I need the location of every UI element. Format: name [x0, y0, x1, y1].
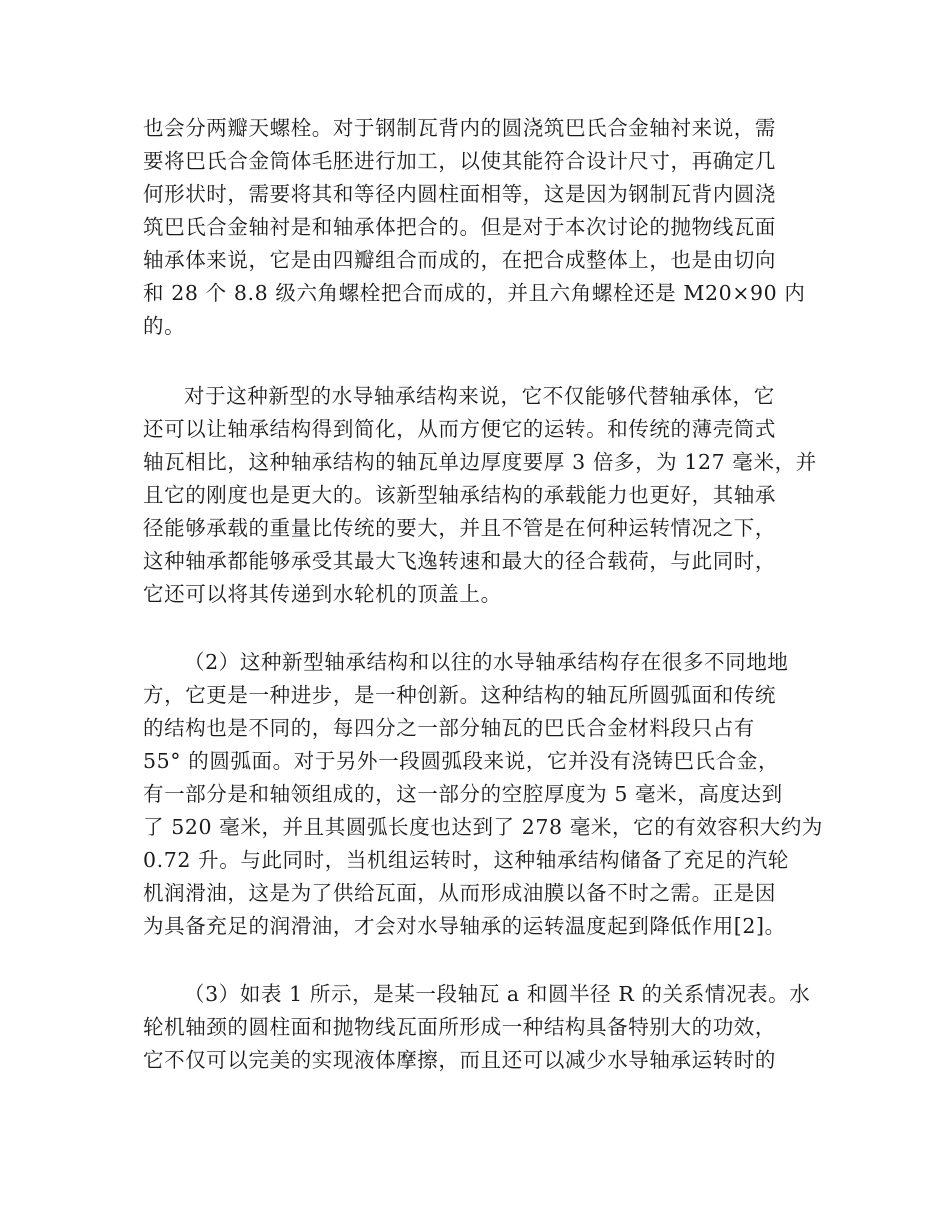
paragraph-3-line-7: 0.72 升。与此同时，当机组运转时，这种轴承结构储备了充足的汽轮 [143, 848, 789, 872]
paragraph-4-line-2: 轮机轴颈的圆柱面和抛物线瓦面所形成一种结构具备特别大的功效， [143, 1015, 776, 1039]
paragraph-3-line-4: 55° 的圆弧面。对于另外一段圆弧段来说，它并没有浇铸巴氏合金， [143, 749, 780, 773]
paragraph-2-line-2: 还可以让轴承结构得到简化，从而方便它的运转。和传统的薄壳筒式 [143, 417, 776, 441]
paragraph-3-line-2: 方，它更是一种进步，是一种创新。这种结构的轴瓦所圆弧面和传统 [143, 683, 776, 707]
paragraph-3-line-8: 机润滑油，这是为了供给瓦面，从而形成油膜以备不时之需。正是因 [143, 881, 776, 905]
paragraph-1-line-1: 也会分两瓣天螺栓。对于钢制瓦背内的圆浇筑巴氏合金轴衬来说，需 [143, 116, 776, 140]
paragraph-1-line-4: 筑巴氏合金轴衬是和轴承体把合的。但是对于本次讨论的抛物线瓦面 [143, 215, 776, 239]
paragraph-3-line-1: （2）这种新型轴承结构和以往的水导轴承结构存在很多不同地地 [184, 650, 789, 674]
paragraph-1-line-6: 和 28 个 8.8 级六角螺栓把合而成的，并且六角螺栓还是 M20×90 内 [143, 281, 806, 305]
paragraph-2-line-6: 这种轴承都能够承受其最大飞逸转速和最大的径合载荷，与此同时， [143, 549, 776, 573]
paragraph-3-line-5: 有一部分是和轴领组成的，这一部分的空腔厚度为 5 毫米，高度达到 [143, 782, 783, 806]
paragraph-2-line-1: 对于这种新型的水导轴承结构来说，它不仅能够代替轴承体，它 [184, 384, 775, 408]
paragraph-1-line-3: 何形状时，需要将其和等径内圆柱面相等，这是因为钢制瓦背内圆浇 [143, 182, 776, 206]
paragraph-4-line-3: 它不仅可以完美的实现液体摩擦，而且还可以减少水导轴承运转时的 [143, 1048, 776, 1072]
paragraph-1-line-5: 轴承体来说，它是由四瓣组合而成的，在把合成整体上，也是由切向 [143, 248, 776, 272]
paragraph-1-line-2: 要将巴氏合金筒体毛胚进行加工，以使其能符合设计尺寸，再确定几 [143, 149, 776, 173]
paragraph-3-line-6: 了 520 毫米，并且其圆弧长度也达到了 278 毫米，它的有效容积大约为 [143, 815, 824, 839]
paragraph-2-line-5: 径能够承载的重量比传统的要大，并且不管是在何种运转情况之下， [143, 516, 776, 540]
paragraph-2-line-7: 它还可以将其传递到水轮机的顶盖上。 [143, 582, 502, 606]
paragraph-3-line-9: 为具备充足的润滑油，才会对水导轴承的运转温度起到降低作用[2]。 [143, 914, 786, 938]
paragraph-3-line-3: 的结构也是不同的，每四分之一部分轴瓦的巴氏合金材料段只占有 [143, 716, 755, 740]
paragraph-2-line-3: 轴瓦相比，这种轴承结构的轴瓦单边厚度要厚 3 倍多，为 127 毫米，并 [143, 450, 817, 474]
paragraph-2-line-4: 且它的刚度也是更大的。该新型轴承结构的承载能力也更好，其轴承 [143, 483, 776, 507]
paragraph-1-line-7: 的。 [143, 314, 186, 338]
paragraph-4-line-1: （3）如表 1 所示，是某一段轴瓦 a 和圆半径 R 的关系情况表。水 [184, 982, 811, 1006]
